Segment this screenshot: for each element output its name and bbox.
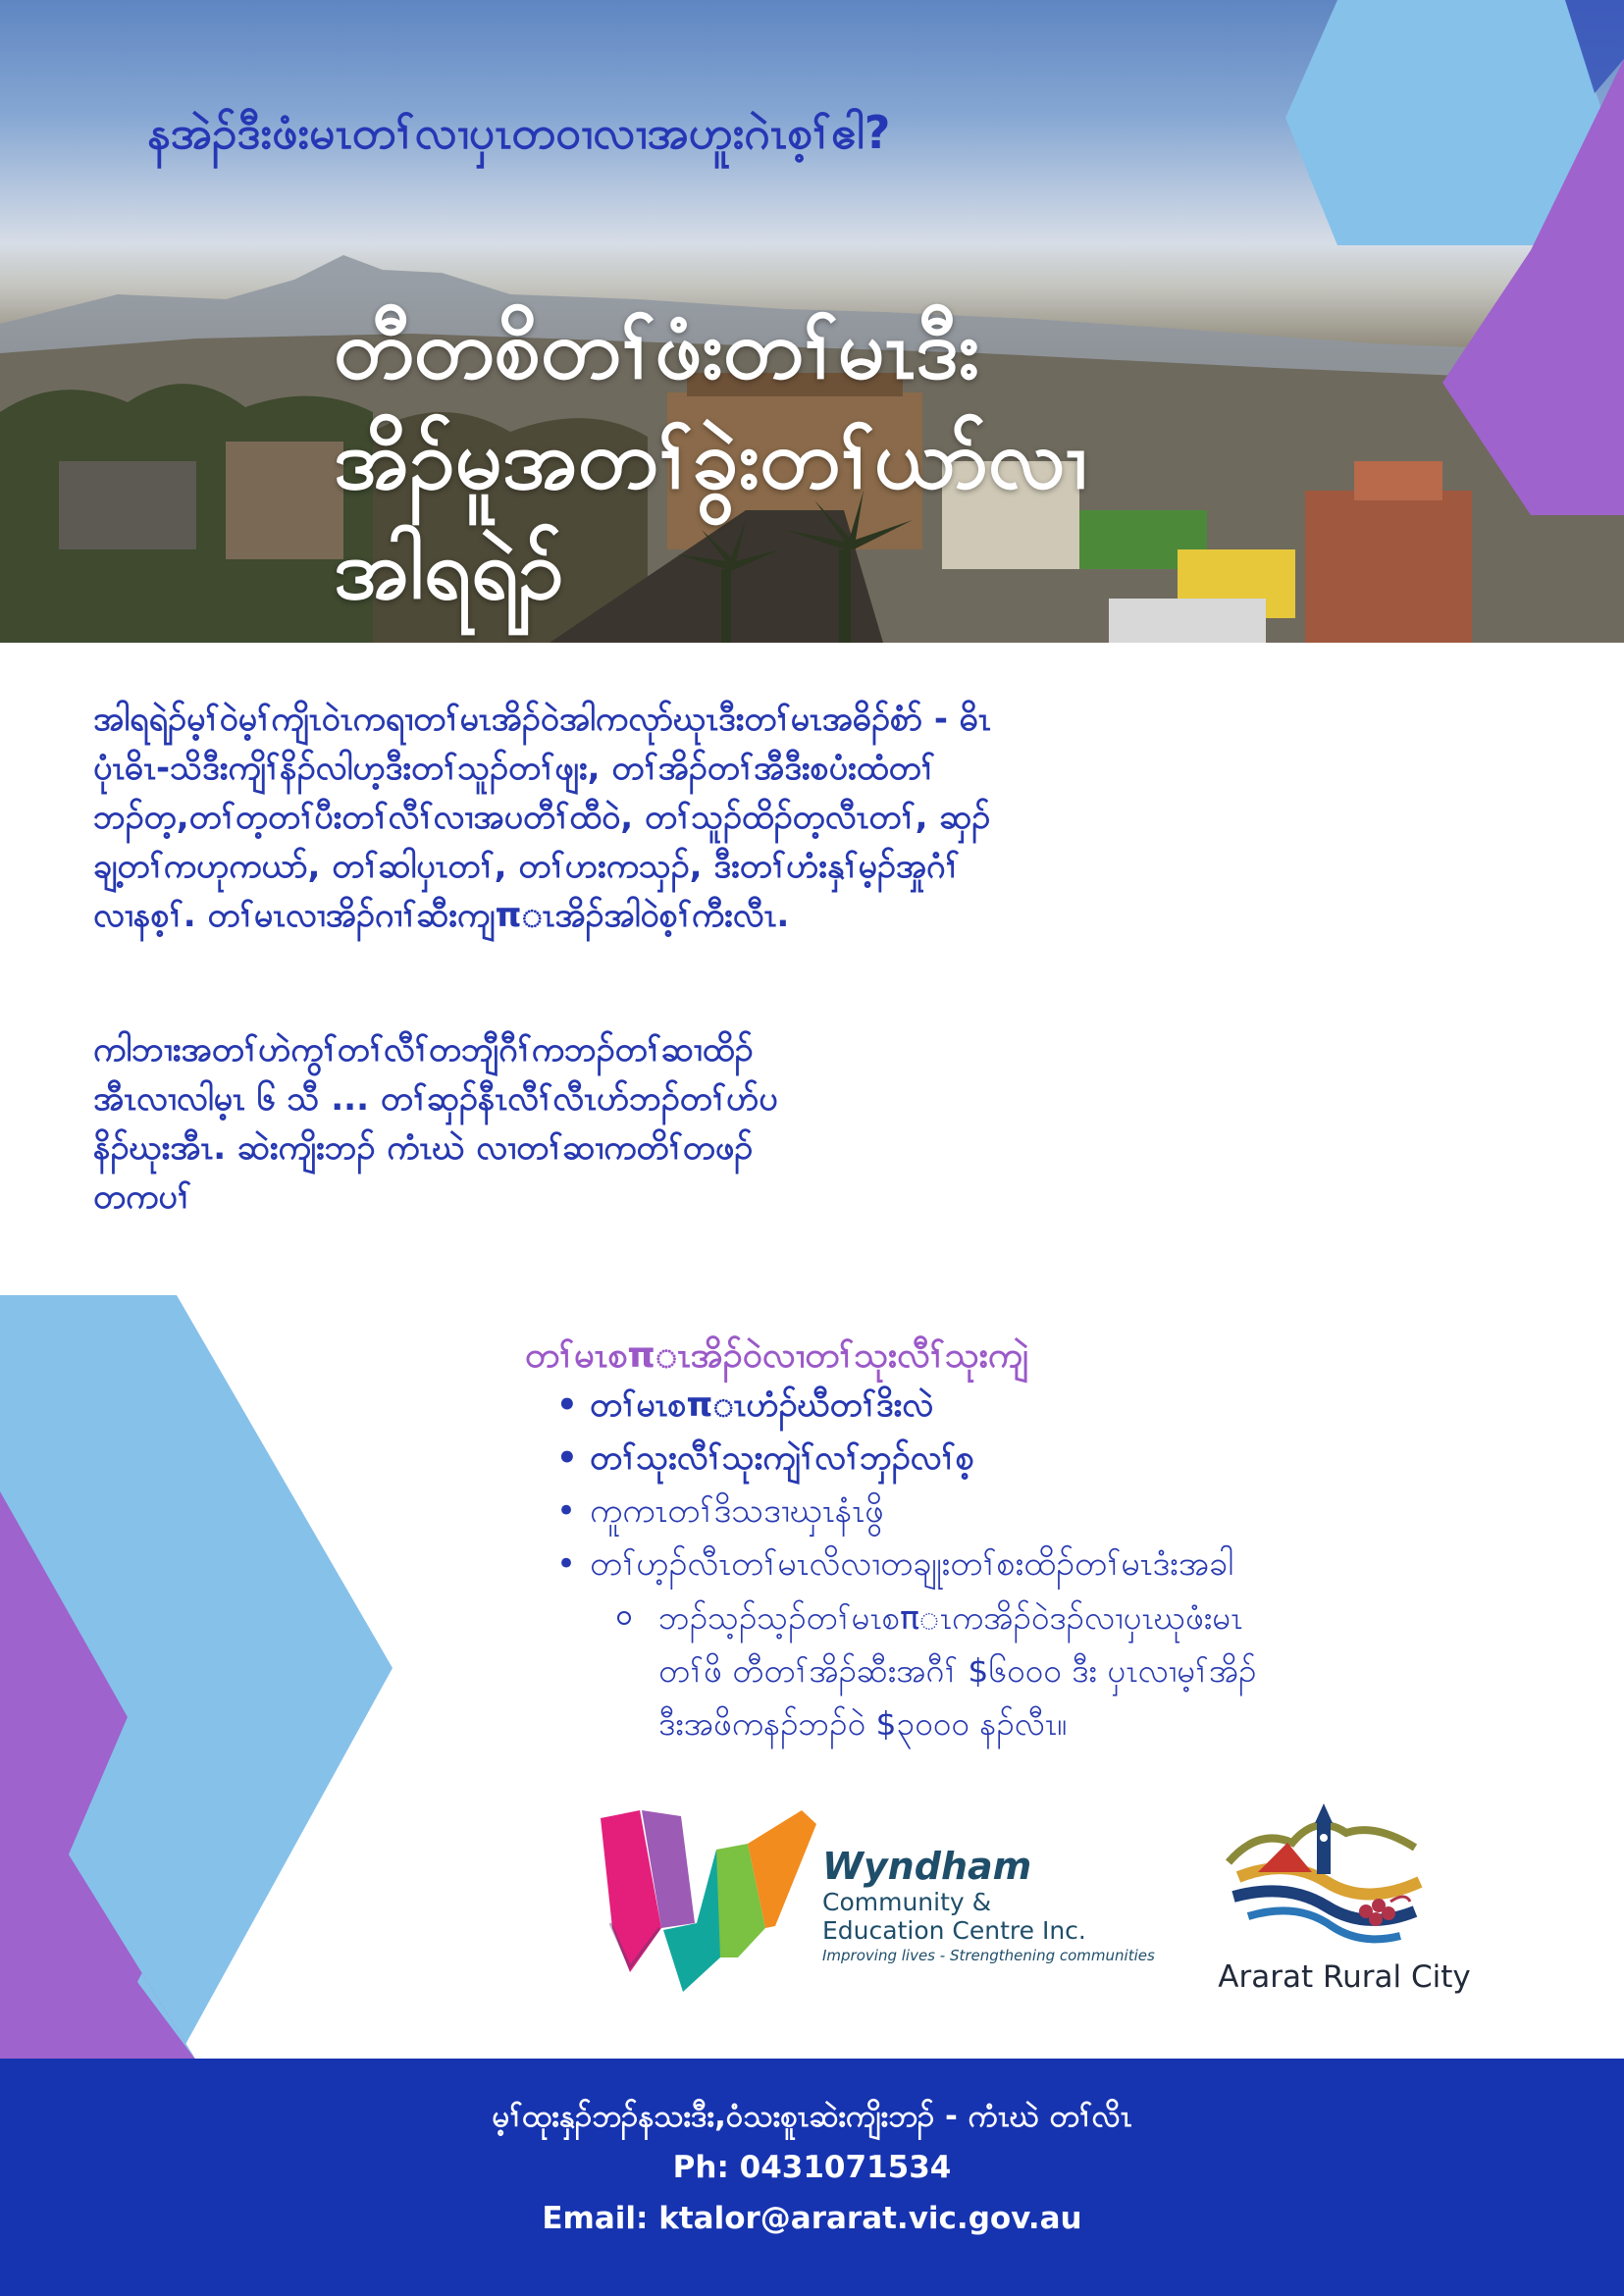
decorative-shapes bbox=[0, 1295, 471, 2061]
hero-banner bbox=[0, 0, 1624, 643]
contact-line: မ့ၢ်ထုးနှၣ်ဘၣ်နသးဒီး,ဝံသးစူၤဆဲးကျိးဘၣ် - ကံၤဃဲ တၢ်လိၤ bbox=[492, 2099, 1132, 2134]
assistance-sub-item bbox=[623, 1592, 1506, 1750]
ararat-name: Ararat Rural City bbox=[1218, 1959, 1471, 1995]
wyndham-w-logo-icon bbox=[601, 1810, 816, 1997]
wyndham-subtitle: Community & bbox=[822, 1888, 992, 1916]
hero-title-line: အါရရဲၣ် bbox=[334, 521, 564, 617]
list-item: • တၢ်ဟ့ၣ်လီၤတၢ်မၤလိလၢတချုးတၢ်စးထိၣ်တၢ်မၤဒံးအခါ bbox=[554, 1538, 1585, 1591]
sub-item-line: ဒီးအဖိကနၣ်ဘၣ်ဝဲ $၃၀၀၀ နၣ်လီၤ။ bbox=[658, 1704, 1067, 1743]
list-item: • တၢ်မၤစπၤဟံၣ်ဃီတၢ်ဒိးလဲ bbox=[554, 1379, 1585, 1432]
wyndham-tagline: Improving lives - Strengthening communities bbox=[822, 1947, 1155, 1964]
note-line: တကပၢ် bbox=[93, 1177, 191, 1217]
wyndham-name: Wyndham bbox=[822, 1845, 1032, 1888]
note-line: အီၤလၢလါမ့ၤ ၆ သီ ... တၢ်ဆှၣ်နီၤလီၢ်လီၤဟ်ဘၣ်တၢ်ဟ်ပ bbox=[93, 1079, 778, 1119]
hollow-bullet-icon bbox=[617, 1611, 631, 1625]
hero-title-line: အိၣ်မူအတၢ်ခွဲးတၢ်ယာ်လၢ bbox=[334, 411, 1087, 507]
intro-line: ချ့တၢ်ကဟုကယာ်, တၢ်ဆါပှၤတၢ်, တၢ်ဟးကသှၣ်, ဒီးတၢ်ဟံးနှၢ်မ့ၣ်အှုဂံၢ် bbox=[93, 847, 960, 886]
intro-paragraph bbox=[93, 695, 1271, 940]
wyndham-subtitle: Education Centre Inc. bbox=[822, 1916, 1086, 1945]
intro-line: ပုံၤဓိၤ-သိဒီးကျိၢ်နိၣ်လါဟ့ဒီးတၢ်သူၣ်တၢ်ဖျး, တၢ်အိၣ်တၢ်အီဒီးစပံးထံတၢ် bbox=[93, 749, 935, 788]
visit-note-paragraph bbox=[93, 1025, 976, 1222]
list-item: • ကူကၤတၢ်ဒိသဒၢဃှၤနံၤဖွိ bbox=[554, 1485, 1585, 1538]
note-line: ကါဘၢးအတၢ်ဟဲကွၢ်တၢ်လီၢ်တဘျီဂီၢ်ကဘၣ်တၢ်ဆၢထိၣ် bbox=[93, 1030, 754, 1070]
list-item: • တၢ်သုးလီၢ်သုးကျဲၢ်လၢ်ဘှၣ်လၢ်စ့ bbox=[554, 1432, 1585, 1485]
intro-line: အါရရဲၣ်မ့ၢ်ဝဲမ့ၢ်ကျိၤဝဲၤကရၢတၢ်မၤအိၣ်ဝဲအါကလုာ်ဃုၤဒီးတၢ်မၤအဓိၣ်စံာ် - ဓိၤ bbox=[93, 700, 991, 739]
email-address: Email: ktalor@ararat.vic.gov.au bbox=[542, 2201, 1082, 2236]
hero-question: နအဲၣ်ဒီးဖံးမၤတၢ်လၢပှၤတဝၢလၢအဟူးဂဲၤစ့ၢ်ဧါ? bbox=[147, 106, 891, 159]
assistance-list bbox=[554, 1379, 1585, 1591]
hero-title-line: တီတစိတၢ်ဖံးတၢ်မၤဒီး bbox=[334, 301, 980, 397]
hero-title bbox=[334, 294, 1433, 624]
sub-item-line: ဘၣ်သ့ၣ်သ့ၣ်တၢ်မၤစπၤကအိၣ်ဝဲဒၣ်လၢပှၤဃုဖံးမၤ bbox=[658, 1598, 1243, 1637]
phone-number: Ph: 0431071534 bbox=[672, 2150, 952, 2185]
note-line: နိၣ်ဃုးအီၤ. ဆဲးကျိးဘၣ် ကံၤဃဲ လၢတၢ်ဆၢကတိၢ်တဖၣ် bbox=[93, 1128, 754, 1168]
ararat-city-logo-icon bbox=[1219, 1803, 1430, 1960]
wyndham-logo-text bbox=[822, 1845, 1176, 1966]
sub-item-line: တၢ်ဖိ တီတၢ်အိၣ်ဆီးအဂီၢ် $၆၀၀၀ ဒီး ပှၤလၢမ့ၢ်အိၣ် bbox=[658, 1651, 1257, 1690]
intro-line: လၢနစ့ၢ်. တၢ်မၤလၢအိၣ်ဂၢၢ်ဆီးကျπၤအိၣ်အါဝဲစ့ၢ်ကီးလီၤ. bbox=[93, 896, 790, 935]
intro-line: ဘၣ်တ့,တၢ်တ့တၢ်ပီးတၢ်လီၢ်လၢအပတီၢ်ထီဝဲ, တၢ်သူၣ်ထိၣ်တ့လီၤတၢ်, ဆှၣ် bbox=[93, 798, 991, 837]
contact-footer bbox=[0, 2059, 1624, 2296]
assistance-heading: တၢ်မၤစπၤအိၣ်ဝဲလၢတၢ်သုးလီၢ်သုးကျဲ bbox=[525, 1335, 1028, 1376]
